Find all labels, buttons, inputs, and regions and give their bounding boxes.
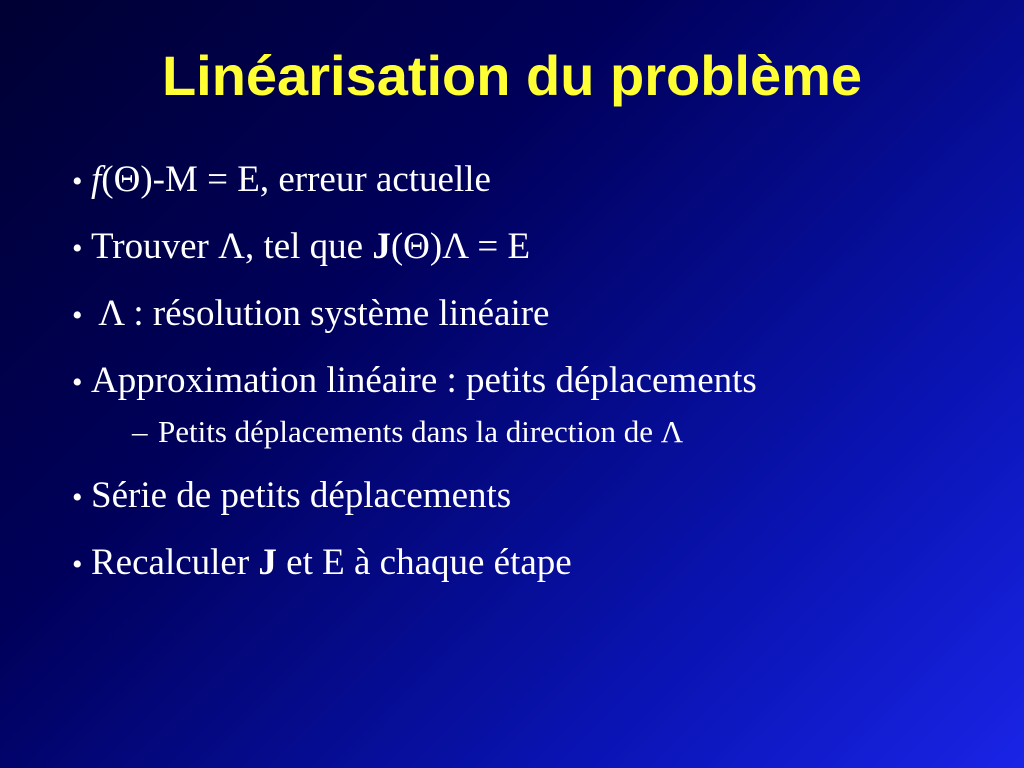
bullet-marker: • bbox=[72, 165, 83, 198]
bullet-text bbox=[91, 225, 530, 269]
bullet-marker: • bbox=[72, 299, 83, 332]
bullet-text bbox=[91, 541, 572, 585]
bullet-item bbox=[72, 474, 972, 520]
jacobian-symbol: J bbox=[372, 226, 391, 267]
bullet-text-part: Trouver Λ, tel que bbox=[91, 226, 373, 267]
bullet-list bbox=[72, 158, 972, 608]
bullet-text-part: et E à chaque étape bbox=[276, 542, 572, 583]
bullet-marker: • bbox=[72, 481, 83, 514]
bullet-text: Λ : résolution système linéaire bbox=[91, 293, 550, 334]
bullet-item bbox=[72, 158, 972, 204]
bullet-marker: • bbox=[72, 232, 83, 265]
sub-bullet-text: Petits déplacements dans la direction de Λ bbox=[158, 414, 684, 449]
bullet-marker: • bbox=[72, 548, 83, 581]
function-symbol: f bbox=[91, 159, 102, 200]
bullet-marker: • bbox=[72, 366, 83, 399]
bullet-text-part: Recalculer bbox=[91, 542, 259, 583]
bullet-item bbox=[72, 541, 972, 587]
bullet-text: Série de petits déplacements bbox=[91, 475, 512, 516]
sub-bullet-item bbox=[72, 414, 972, 450]
bullet-text bbox=[91, 158, 491, 202]
bullet-text-part: (Θ)Λ = E bbox=[390, 226, 531, 267]
bullet-text: Approximation linéaire : petits déplacements bbox=[91, 360, 757, 401]
bullet-item bbox=[72, 225, 972, 271]
slide-title: Linéarisation du problème bbox=[161, 44, 863, 107]
bullet-text-rest: (Θ)-M = E, erreur actuelle bbox=[101, 159, 491, 200]
bullet-item bbox=[72, 292, 972, 338]
jacobian-symbol: J bbox=[258, 542, 277, 583]
bullet-item bbox=[72, 359, 972, 405]
sub-bullet-marker: – bbox=[132, 414, 148, 449]
